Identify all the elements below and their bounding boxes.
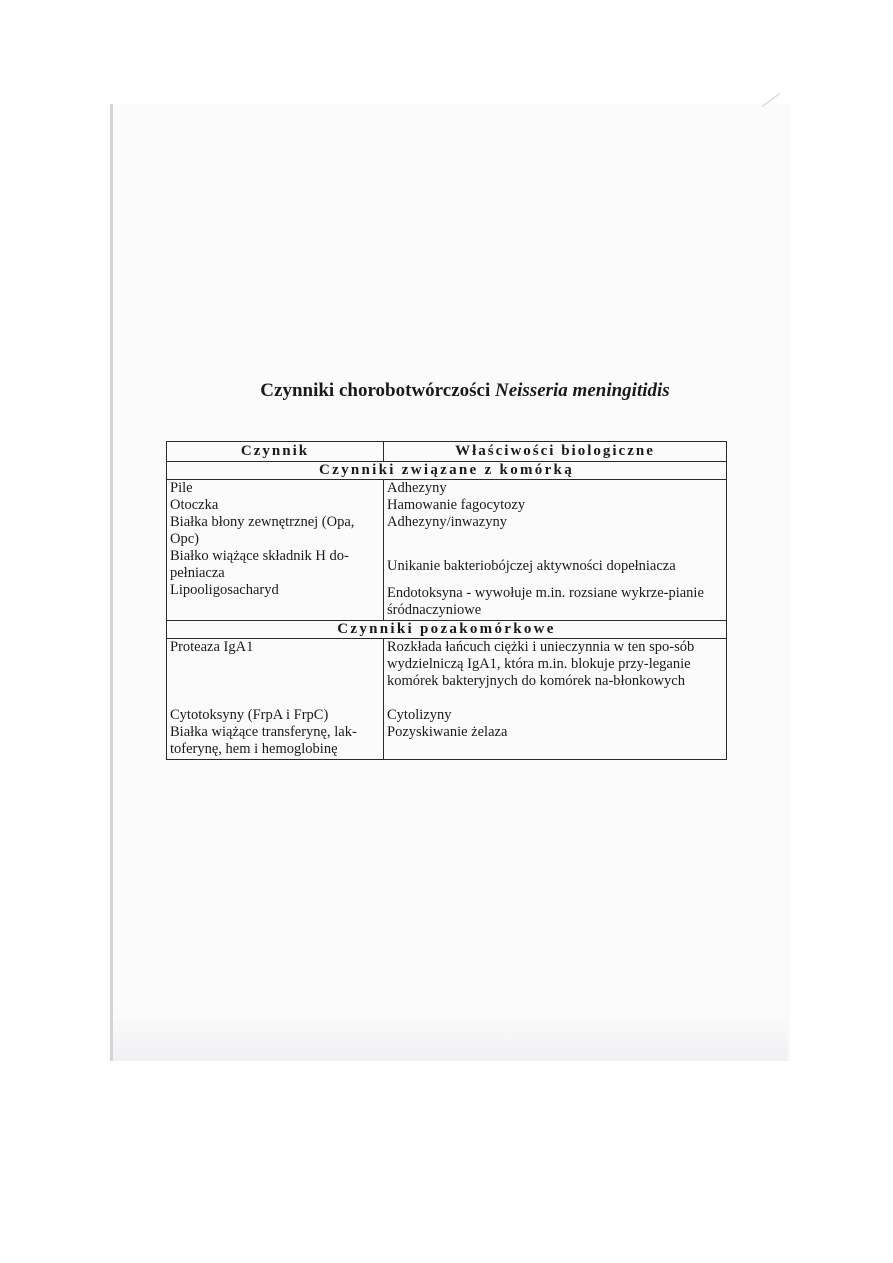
virulence-factors-table (166, 441, 727, 760)
table-header-row (167, 442, 727, 462)
factors-cell (167, 639, 384, 760)
properties-cell (384, 639, 727, 760)
property-item: Cytolizyny (387, 707, 452, 723)
factors-cell (167, 480, 384, 621)
title-prefix: Czynniki chorobotwórczości (260, 380, 491, 401)
section-row (167, 462, 727, 480)
section-title-cell-associated: Czynniki związane z komórką (167, 462, 727, 480)
property-item: Unikanie bakteriobójczej aktywności dopełniacza (387, 558, 676, 574)
document-title (160, 380, 770, 402)
property-item: Endotoksyna - wywołuje m.in. rozsiane wykrze-pianie śródnaczyniowe (387, 585, 704, 618)
factor-item: Białka błony zewnętrznej (Opa, Opc) (170, 514, 355, 547)
factor-item: Białka wiążące transferynę, lak-toferynę, hem i hemoglobinę (170, 724, 357, 757)
section-title-extracellular: Czynniki pozakomórkowe (167, 621, 727, 639)
section-row (167, 621, 727, 639)
property-item: Adhezyny/inwazyny (387, 514, 507, 530)
title-organism: Neisseria meningitidis (494, 380, 670, 401)
factor-item: Pile (170, 480, 193, 496)
factor-item: Lipooligosacharyd (170, 582, 279, 598)
properties-cell (384, 480, 727, 621)
section-body-row (167, 480, 727, 621)
section-body-row (167, 639, 727, 760)
scan-shadow (113, 1010, 788, 1061)
header-factor: Czynnik (167, 442, 384, 462)
header-properties: Właściwości biologiczne (384, 442, 727, 462)
property-item: Hamowanie fagocytozy (387, 497, 526, 513)
factor-item: Proteaza IgA1 (170, 639, 254, 655)
property-item: Adhezyny (387, 480, 447, 496)
factor-item: Otoczka (170, 497, 219, 513)
factor-item: Cytotoksyny (FrpA i FrpC) (170, 707, 329, 723)
property-item: Pozyskiwanie żelaza (387, 724, 508, 740)
factor-item: Białko wiążące składnik H do-pełniacza (170, 548, 349, 581)
property-item: Rozkłada łańcuch ciężki i unieczynnia w ten spo-sób wydzielniczą IgA1, która m.in. blokuje przy-leganie komórek bakteryjnych do komórek na-błonkowych (387, 639, 695, 689)
